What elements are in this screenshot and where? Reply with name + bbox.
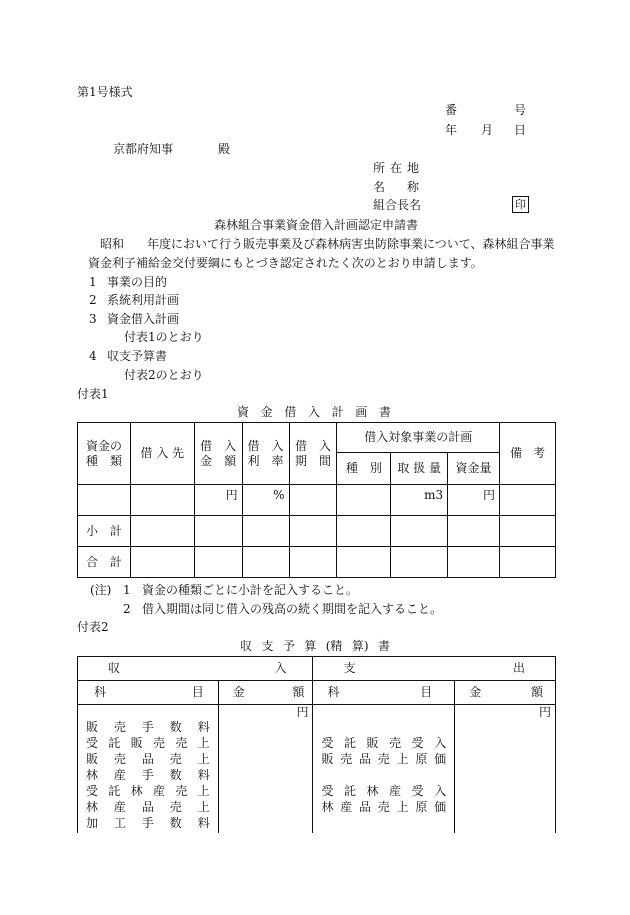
header-fund-kind: 資金の 種 類 (78, 423, 131, 485)
unit-yen: 円 (538, 705, 551, 719)
item-3-detail: 付表1のとおり (124, 330, 204, 344)
form-number: 第1号様式 (77, 85, 133, 99)
table-row (78, 516, 556, 547)
item-2-number: 2 (89, 293, 97, 307)
unit-yen: 円 (448, 485, 500, 516)
list-item (321, 719, 446, 735)
list-item: 林 産 品 売 上 原 価 (321, 800, 447, 814)
list-item (321, 767, 446, 783)
note-2-number: 2 (123, 602, 131, 616)
item-1-number: 1 (89, 275, 97, 289)
expense-item-list (313, 719, 454, 831)
document-title: 森林組合事業資金借入計画認定申請書 (214, 218, 419, 232)
applicant-name-label: 名 称 (373, 180, 419, 194)
table2-title: 収 支 予 算 (精 算) 書 (240, 639, 390, 653)
header-income: 収 入 (78, 657, 313, 681)
item-4-text: 収支予算書 (107, 349, 168, 363)
item-1-text: 事業の目的 (107, 275, 168, 289)
item-4-detail: 付表2のとおり (124, 368, 204, 382)
unit-percent: % (242, 485, 289, 516)
table-row (78, 705, 556, 833)
row-subtotal-label: 小 計 (78, 516, 131, 547)
table1-label: 付表1 (77, 387, 109, 401)
doc-number-suffix: 号 (514, 103, 527, 117)
date-month: 月 (481, 123, 494, 137)
addressee-title: 京都府知事 (113, 142, 174, 156)
list-item: 加 工 手 数 料 (86, 816, 210, 830)
applicant-address-label: 所 在 地 (373, 161, 419, 175)
header-business-plan: 借入対象事業の計画 (337, 423, 500, 453)
list-item: 受 託 販 売 受 入 (321, 736, 447, 750)
item-4-number: 4 (89, 349, 97, 363)
date-year: 年 (445, 123, 458, 137)
header-interest-rate: 借 入 利 率 (242, 423, 289, 485)
seal-mark: 印 (512, 196, 529, 213)
header-expense-amount: 金 額 (455, 681, 556, 705)
header-remarks: 備 考 (499, 423, 555, 485)
list-item: 林 産 手 数 料 (86, 768, 210, 782)
header-expense-item: 科 目 (313, 681, 455, 705)
item-3-text: 資金借入計画 (107, 312, 180, 326)
note-1-number: 1 (123, 583, 131, 597)
note-2-text: 借入期間は同じ借入の残高の続く期間を記入すること。 (142, 602, 443, 616)
income-item-list (78, 719, 218, 831)
body-line-1: 年度において行う販売事業及び森林病害虫防除事業について、森林組合事業 (147, 237, 555, 251)
unit-yen: 円 (296, 705, 309, 719)
header-income-amount: 金 額 (218, 681, 313, 705)
list-item: 林 産 品 売 上 (86, 800, 210, 814)
list-item: 受 託 販 売 売 上 (86, 736, 210, 750)
header-volume: 取 扱 量 (391, 453, 448, 485)
budget-table (77, 656, 556, 833)
list-item: 受 託 林 産 受 入 (321, 784, 447, 798)
table-row (78, 547, 556, 578)
header-category: 種 別 (337, 453, 391, 485)
row-total-label: 合 計 (78, 547, 131, 578)
body-line-2: 資金利子補給金交付要綱にもとづき認定されたく次のとおり申請します。 (88, 256, 483, 270)
header-expense: 支 出 (313, 657, 556, 681)
addressee-honorific: 殿 (218, 142, 231, 156)
body-era: 昭和 (100, 237, 125, 251)
loan-plan-table (77, 422, 556, 578)
note-1-text: 資金の種類ごとに小計を記入すること。 (142, 583, 359, 597)
header-fund-amount: 資金量 (448, 453, 500, 485)
header-loan-amount: 借 入 金 額 (194, 423, 242, 485)
applicant-head-label: 組合長名 (373, 198, 422, 212)
unit-m3: m3 (391, 485, 448, 516)
list-item: 販 売 手 数 料 (86, 720, 210, 734)
header-loan-period: 借 入 期 間 (289, 423, 337, 485)
header-income-item: 科 目 (78, 681, 219, 705)
date-day: 日 (514, 123, 527, 137)
table-row (78, 485, 556, 516)
table1-title: 資 金 借 入 計 画 書 (237, 405, 391, 419)
list-item: 販 売 品 売 上 原 価 (321, 752, 447, 766)
table2-label: 付表2 (77, 620, 109, 634)
doc-number-label: 番 (445, 103, 458, 117)
list-item (321, 815, 446, 831)
note-prefix: (注) (90, 583, 112, 597)
header-lender: 借 入 先 (130, 423, 194, 485)
unit-yen: 円 (194, 485, 242, 516)
income-items-cell (78, 705, 219, 833)
expense-amount-cell (455, 705, 556, 833)
list-item: 受 託 林 産 売 上 (86, 784, 210, 798)
item-3-number: 3 (89, 312, 97, 326)
income-amount-cell (218, 705, 313, 833)
item-2-text: 系統利用計画 (107, 293, 180, 307)
list-item: 販 売 品 売 上 (86, 752, 210, 766)
expense-items-cell (313, 705, 455, 833)
